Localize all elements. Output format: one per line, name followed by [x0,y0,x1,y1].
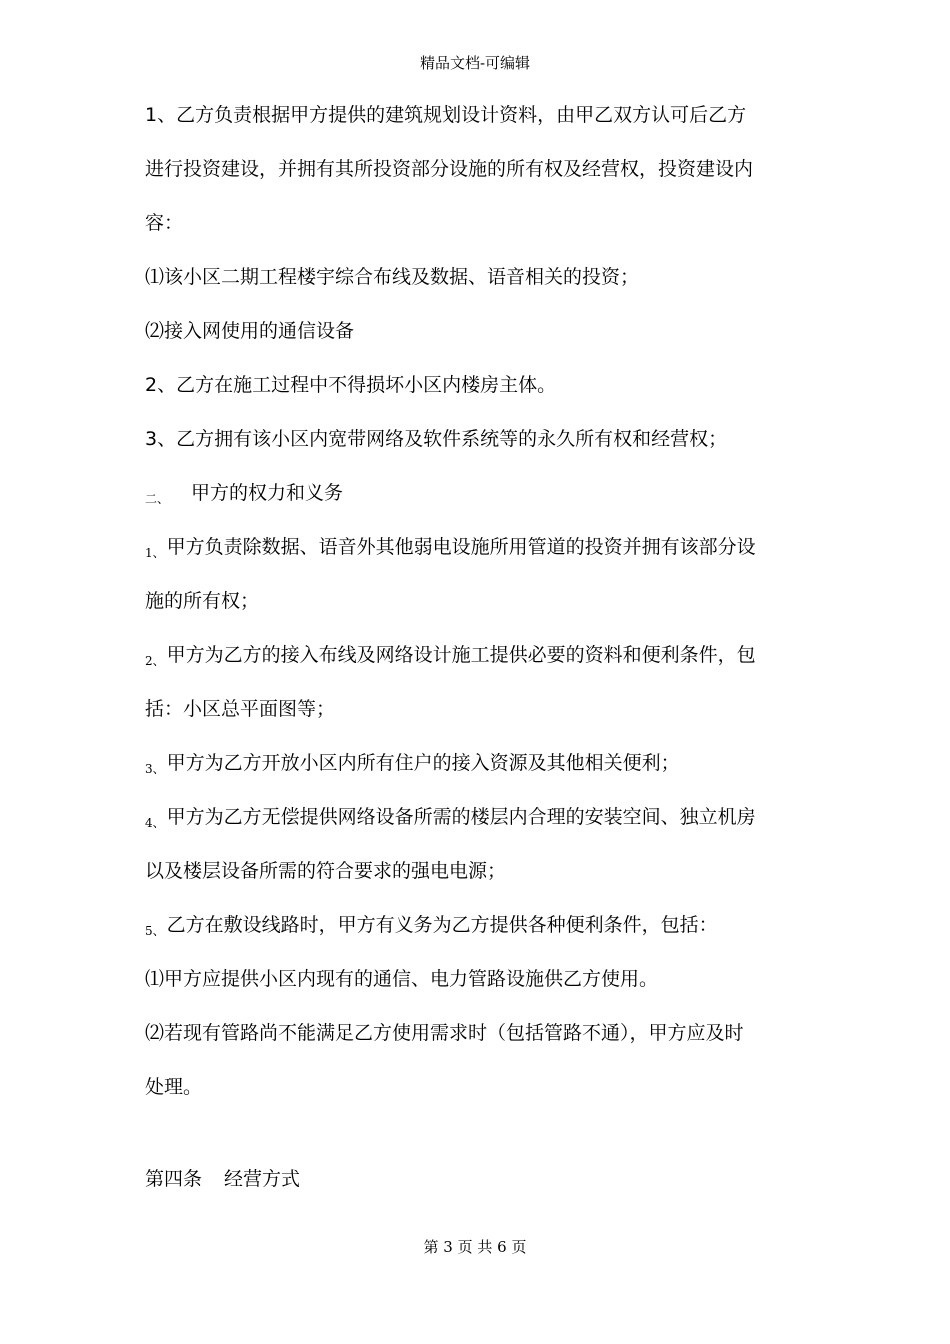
line-text: 2、乙方在施工过程中不得损坏小区内楼房主体。 [145,374,557,396]
list-item [145,898,825,952]
line-text: 括：小区总平面图等； [145,698,336,720]
page-footer: 第 3 页 共 6 页 [423,1238,527,1256]
paragraph-line [145,844,825,898]
paragraph-line [145,196,825,250]
line-text: 甲方为乙方开放小区内所有住户的接入资源及其他相关便利； [166,752,680,774]
list-item [145,250,825,304]
article-label: 第四条 [145,1168,203,1190]
list-item [145,952,825,1006]
item-number: 4、 [145,816,165,830]
item-number: 3、 [145,762,165,776]
blank-line [145,1114,825,1152]
list-item [145,1006,825,1060]
line-text: 处理。 [145,1076,203,1098]
item-number: 2、 [145,654,165,668]
list-item [145,520,825,574]
paragraph-line [145,88,825,142]
line-text: ⑵接入网使用的通信设备 [145,320,355,342]
item-number: 5、 [145,924,165,938]
paragraph-line [145,358,825,412]
line-text: ⑴甲方应提供小区内现有的通信、电力管路设施供乙方使用。 [145,968,659,990]
section-number: 二、 [145,492,170,506]
item-number: 1、 [145,546,165,560]
line-text: 1、乙方负责根据甲方提供的建筑规划设计资料，由甲乙双方认可后乙方 [145,104,747,126]
line-text: 甲方负责除数据、语音外其他弱电设施所用管道的投资并拥有该部分设 [166,536,756,558]
line-text: 施的所有权； [145,590,260,612]
line-text: 乙方在敷设线路时，甲方有义务为乙方提供各种便利条件，包括： [166,914,718,936]
line-text: 以及楼层设备所需的符合要求的强电电源； [145,860,507,882]
line-text: 3、乙方拥有该小区内宽带网络及软件系统等的永久所有权和经营权； [145,428,728,450]
article-title: 经营方式 [224,1168,301,1190]
line-text: 容： [145,212,184,234]
list-item [145,790,825,844]
paragraph-line [145,142,825,196]
line-text: 甲方为乙方无偿提供网络设备所需的楼层内合理的安装空间、独立机房 [166,806,756,828]
article-heading [145,1152,825,1206]
line-text: 甲方为乙方的接入布线及网络设计施工提供必要的资料和便利条件，包 [166,644,756,666]
list-item [145,628,825,682]
page-header: 精品文档-可编辑 [419,54,531,72]
document-body [145,88,825,1206]
paragraph-line [145,1060,825,1114]
paragraph-line [145,574,825,628]
paragraph-line [145,412,825,466]
line-text: ⑴该小区二期工程楼宇综合布线及数据、语音相关的投资； [145,266,640,288]
paragraph-line [145,682,825,736]
section-title: 甲方的权力和义务 [191,482,344,504]
line-text: 进行投资建设，并拥有其所投资部分设施的所有权及经营权，投资建设内 [145,158,754,180]
list-item [145,736,825,790]
line-text: ⑵若现有管路尚不能满足乙方使用需求时（包括管路不通），甲方应及时 [145,1022,744,1044]
section-heading [145,466,825,520]
list-item [145,304,825,358]
